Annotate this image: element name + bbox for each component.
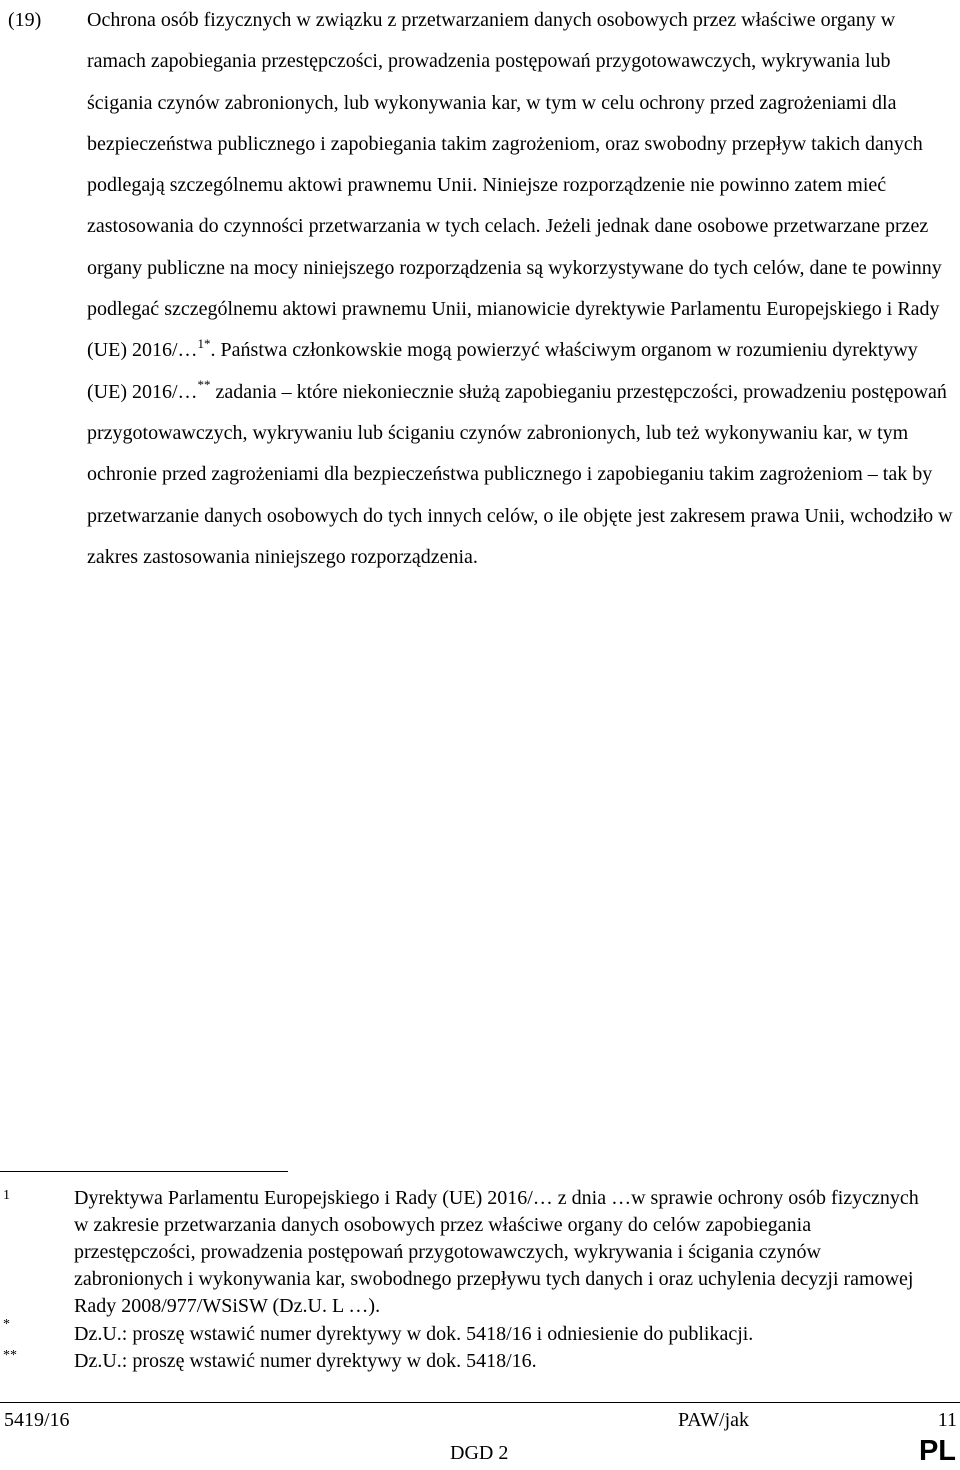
footnote-separator	[0, 1171, 288, 1172]
footer-page-number: 11	[937, 1409, 957, 1431]
footer-author: PAW/jak	[678, 1409, 749, 1431]
footer-language: PL	[918, 1435, 956, 1467]
recital-text-part3: zadania – które niekoniecznie służą zapobieganiu przestępczości, prowadzeniu postępowań przygotowawczych, wykrywaniu lub ściganiu czynów zabronionych, lub też wykonywaniu kar, w tym ochronie przed zagrożeniami dla bezpieczeństwa publicznego i zapobieganiu takim zagrożeniom – tak by przetwarzanie danych osobowych do tych innych celów, o ile objęte jest zakresem prawa Unii, wchodziło w zakres zastosowania niniejszego rozporządzenia.	[87, 380, 953, 568]
footnote-mark: 1	[3, 1188, 10, 1203]
footnote-ref-1[interactable]: 1*	[197, 335, 211, 351]
recital-text-part1: Ochrona osób fizycznych w związku z przetwarzaniem danych osobowych przez właściwe organy w ramach zapobiegania przestępczości, prowadzenia postępowań przygotowawczych, wykrywania lub ścigania czynów zabronionych, lub wykonywania kar, w tym w celu ochrony przed zagrożeniami dla bezpieczeństwa publicznego i zapobiegania takim zagrożeniom, oraz swobodny przepływ takich danych podlegają szczególnemu aktowi prawnemu Unii. Niniejsze rozporządzenie nie powinno zatem mieć zastosowania do czynności przetwarzania w tych celach. Jeżeli jednak dane osobowe przetwarzane przez organy publiczne na mocy niniejszego rozporządzenia są wykorzystywane do tych celów, dane te powinny podlegać szczególnemu aktowi prawnemu Unii, mianowicie dyrektywie Parlamentu Europejskiego i Rady (UE) 2016/…	[87, 9, 942, 362]
footnote-text: Dz.U.: proszę wstawić numer dyrektywy w dok. 5418/16.	[74, 1350, 537, 1372]
footnote-text: Dz.U.: proszę wstawić numer dyrektywy w dok. 5418/16 i odniesienie do publikacji.	[74, 1323, 754, 1345]
recital-paragraph	[87, 0, 957, 578]
recital-body	[87, 0, 957, 578]
footnote-ref-2[interactable]: **	[197, 377, 211, 393]
footnote-mark: **	[3, 1348, 17, 1363]
recital-text-part2: . Państwa członkowskie mogą powierzyć właściwym organom w rozumieniu dyrektywy (UE) 2016/…	[87, 339, 918, 403]
recital-number: (19)	[8, 9, 42, 31]
footnote-mark: *	[3, 1317, 10, 1332]
footnote-text: Dyrektywa Parlamentu Europejskiego i Rady (UE) 2016/… z dnia …w sprawie ochrony osób fizycznych w zakresie przetwarzania danych osobowych przez właściwe organy do celów zapobiegania przestępczości, prowadzenia postępowań przygotowawczych, wykrywania i ścigania czynów zabronionych i wykonywania kar, swobodnego przepływu tych danych i oraz uchylenia decyzji ramowej Rady 2008/977/WSiSW (Dz.U. L …).	[74, 1187, 919, 1318]
footer-separator	[0, 1402, 960, 1403]
footer-doc-number: 5419/16	[4, 1409, 70, 1431]
footer-department: DGD 2	[450, 1442, 509, 1464]
